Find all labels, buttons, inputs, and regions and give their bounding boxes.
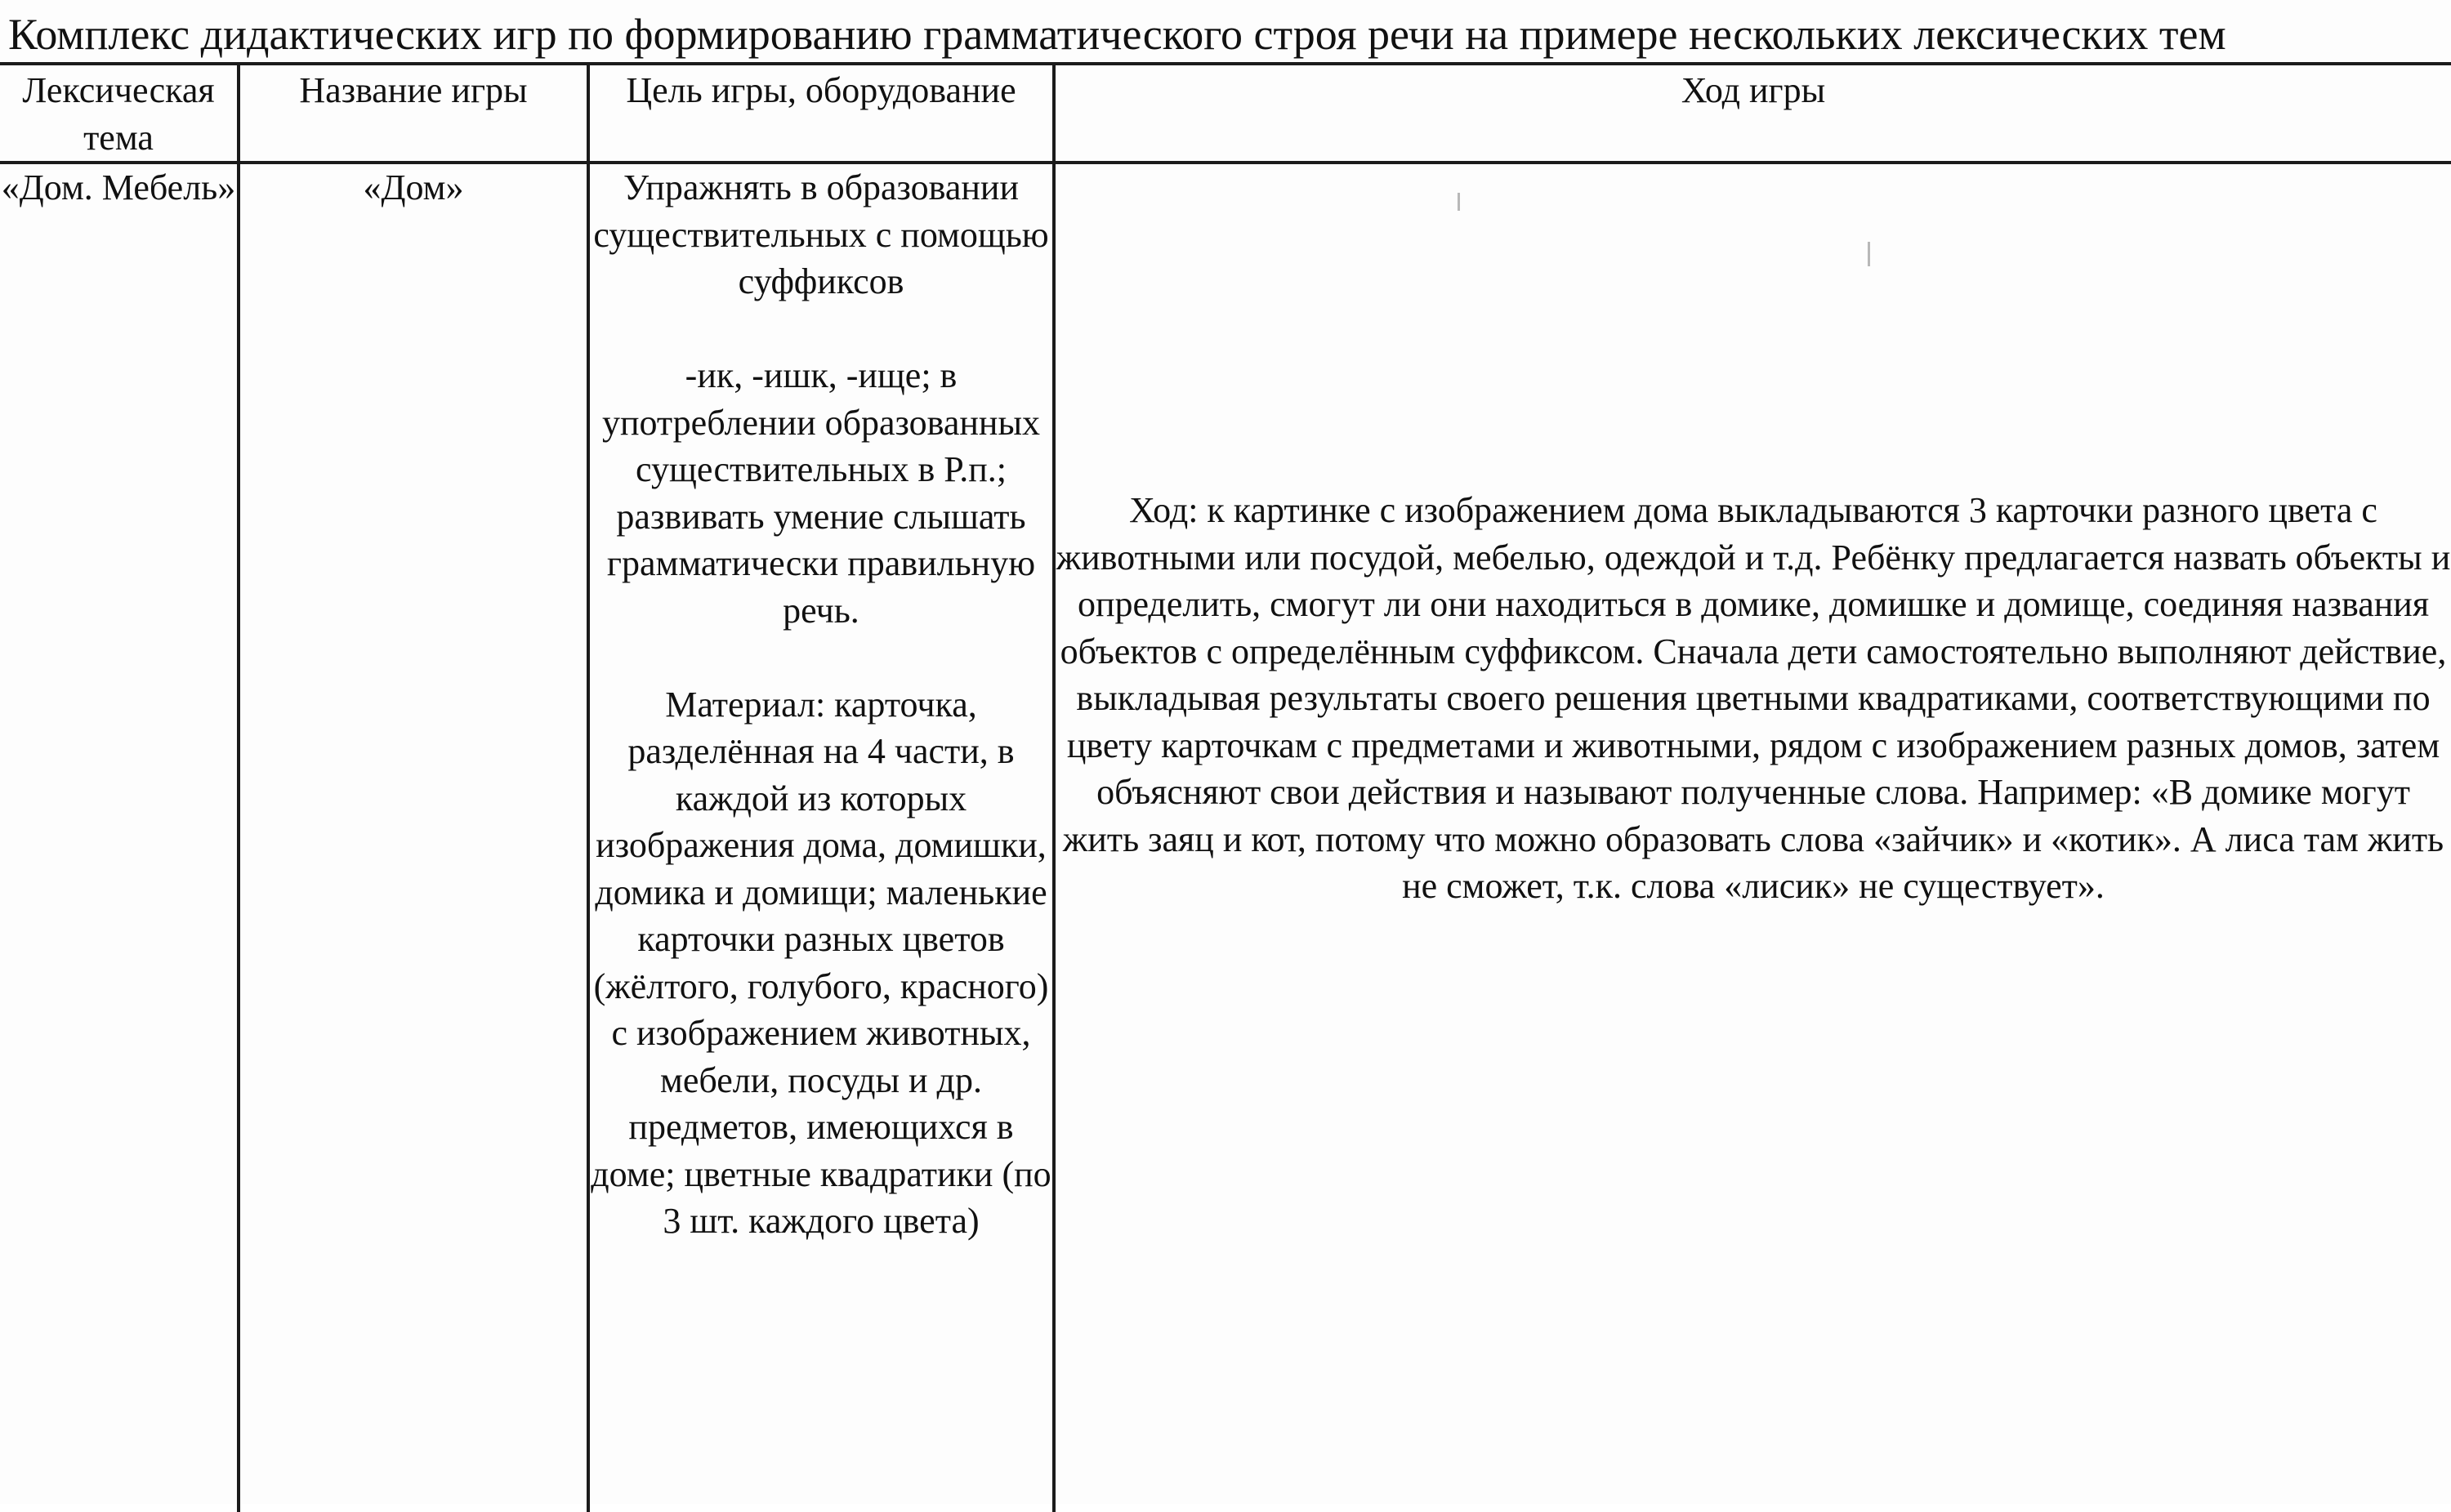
goal-aim-part-2: -ик, -ишк, -ище; в употреблении образованных существительных в Р.п.; развивать умение слышать грамматически правильную речь.	[601, 355, 1041, 631]
header-row	[0, 64, 2451, 163]
game-course-text: Ход: к картинке с изображением дома выкладываются 3 карточки разного цвета с животными или посудой, мебелью, одеждой и т.д. Ребёнку предлагается назвать объекты и определить, смогут ли они находиться в домике, домишке и домище, соединяя названия объектов с определённым суффиксом. Сначала дети самостоятельно выполняют действие, выкладывая результаты своего решения цветными квадратиками, соответствующими по цвету карточкам с предметами и животными, рядом с изображением разных домов, затем объясняют свои действия и называют полученные слова. Например: «В домике могут жить заяц и кот, потому что можно образовать слова «зайчик» и «котик». А лиса там жить не сможет, т.к. слова «лисик» не существует».	[1056, 490, 2451, 906]
didactic-games-table	[0, 64, 2451, 1512]
cell-lexical-topic: «Дом. Мебель»	[0, 163, 239, 1512]
scan-artifact-mark	[1458, 193, 1460, 211]
header-game-course: Ход игры	[1054, 64, 2451, 163]
paragraph-gap	[590, 306, 1052, 353]
table-body	[0, 163, 2451, 1512]
table-row	[0, 163, 2451, 1512]
paragraph-gap	[590, 634, 1052, 681]
header-lexical-topic: Лексическая тема	[0, 64, 239, 163]
cell-game-name: «Дом»	[239, 163, 588, 1512]
cell-game-course	[1054, 163, 2451, 1512]
goal-materials: Материал: карточка, разделённая на 4 части, в каждой из которых изображения дома, домишки, домика и домищи; маленькие карточки разных цветов (жёлтого, голубого, красного) с изображением животных, мебели, посуды и др. предметов, имеющихся в доме; цветные квадратики (по 3 шт. каждого цвета)	[591, 684, 1051, 1241]
header-game-name: Название игры	[239, 64, 588, 163]
goal-aim-part-1: Упражнять в образовании существительных с помощью суффиксов	[593, 167, 1049, 301]
table-header	[0, 64, 2451, 163]
cell-game-goal	[588, 163, 1054, 1512]
header-game-goal-equipment: Цель игры, оборудование	[588, 64, 1054, 163]
document-title: Комплекс дидактических игр по формированию грамматического строя речи на примере нескольких лексических тем	[8, 10, 2226, 59]
scan-artifact-mark	[1868, 242, 1870, 266]
